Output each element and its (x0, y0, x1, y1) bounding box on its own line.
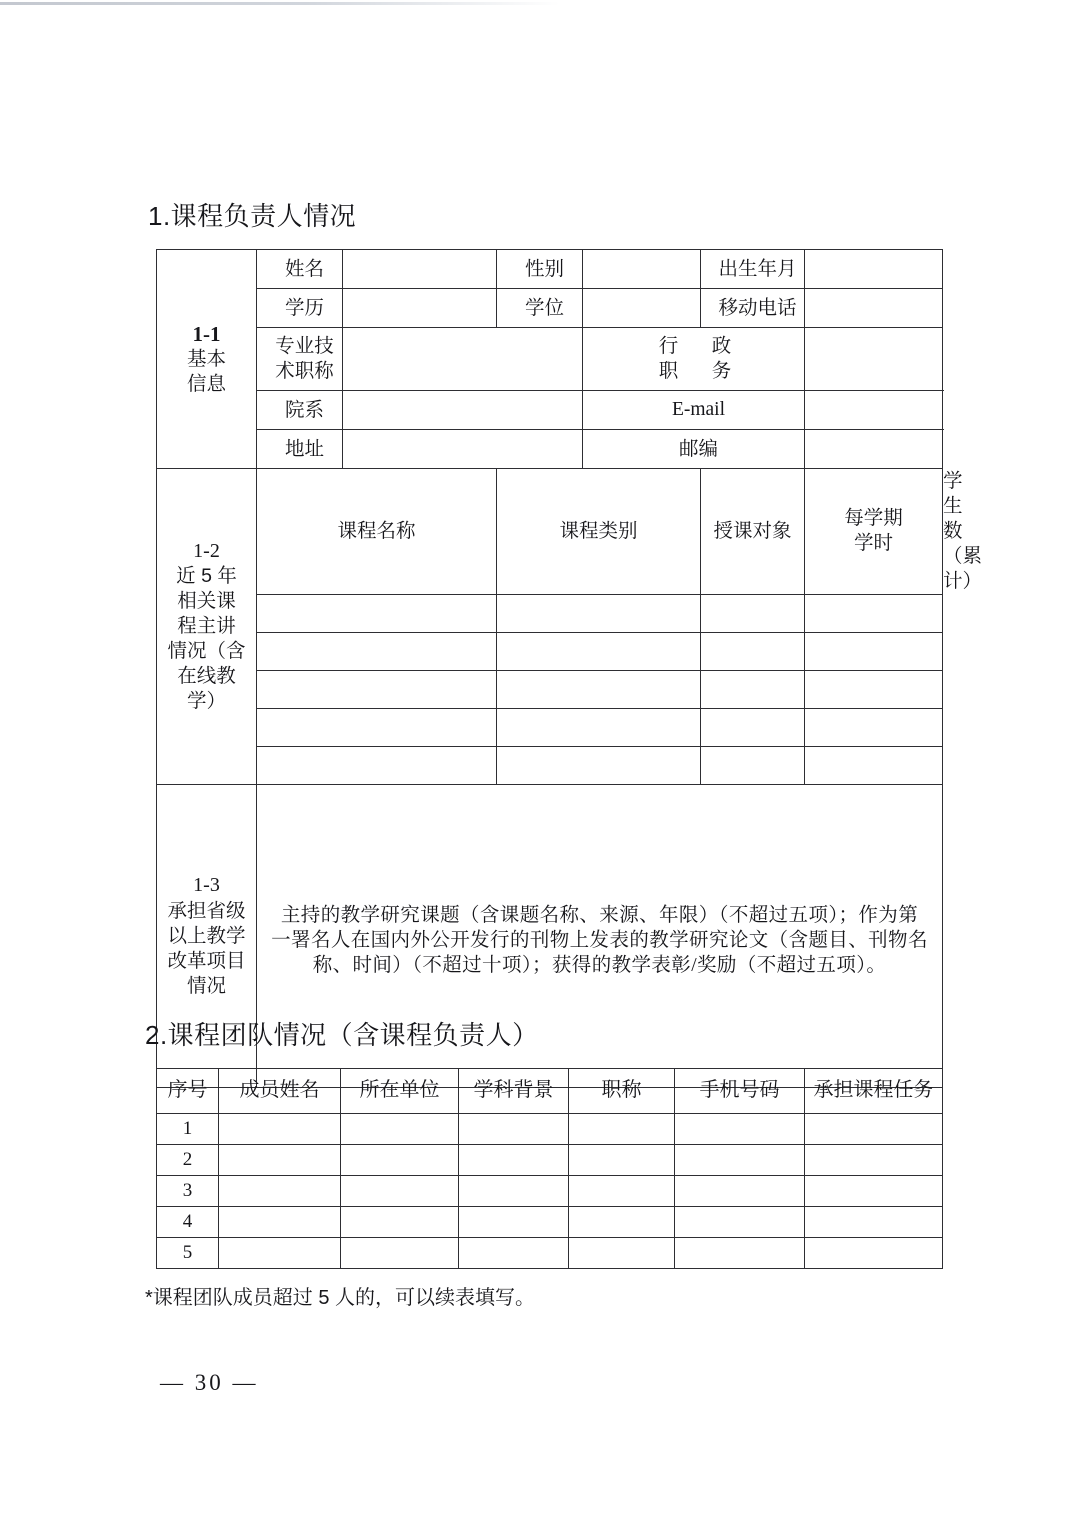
field-name[interactable] (343, 250, 497, 289)
column-header-member-name: 成员姓名 (219, 1069, 341, 1114)
cell-phone-1[interactable] (675, 1114, 805, 1145)
cell-course-type-3[interactable] (497, 670, 701, 708)
block-1-3-instruction[interactable]: 主持的教学研究课题（含课题名称、来源、年限）（不超过五项）；作为第一署名人在国内外公开发行的刊物上发表的教学研究论文（含题目、刊物名称、时间）（不超过十项）；获得的教学表彰/奖励（不超过五项）。 (257, 784, 943, 1087)
label-education: 学历 (257, 289, 343, 328)
table-row-basic-4 (157, 391, 943, 430)
column-header-background: 学科背景 (459, 1069, 569, 1114)
section-2-title: 2.课程团队情况（含课程负责人） (145, 1020, 539, 1050)
cell-background-2[interactable] (459, 1145, 569, 1176)
table-row-basic-1 (157, 250, 943, 289)
table-row-basic-3 (157, 328, 943, 391)
column-header-course-name: 课程名称 (257, 469, 497, 595)
section-1-title: 1.课程负责人情况 (148, 201, 357, 231)
table-row-course-1 (157, 594, 943, 632)
table-row-course-2 (157, 632, 943, 670)
cell-member-name-5[interactable] (219, 1238, 341, 1269)
column-header-hours-line2: 学时 (853, 532, 893, 555)
cell-unit-3[interactable] (341, 1176, 459, 1207)
table-row (157, 1145, 943, 1176)
cell-index-1: 1 (157, 1114, 219, 1145)
column-header-audience: 授课对象 (701, 469, 805, 595)
cell-index-4: 4 (157, 1207, 219, 1238)
cell-course-name-1[interactable] (257, 594, 497, 632)
cell-phone-3[interactable] (675, 1176, 805, 1207)
table-row (157, 1207, 943, 1238)
cell-audience-4[interactable] (701, 708, 805, 746)
label-birth-date: 出生年月 (701, 250, 805, 289)
block-1-3-label-line3: 改革项目 (167, 949, 246, 972)
block-1-2-label-line5: 在线教 (177, 665, 236, 688)
table-row-basic-2 (157, 289, 943, 328)
cell-phone-2[interactable] (675, 1145, 805, 1176)
column-header-phone: 手机号码 (675, 1069, 805, 1114)
cell-phone-5[interactable] (675, 1238, 805, 1269)
table-row-courses-header: 1-2 近 5 年 相关课 程主讲 情况（含 在线教 学） 课程名称 课程类别 授课对象 每学期 学时 学生数 （累计） (157, 469, 943, 595)
label-professional-title (257, 328, 343, 391)
cell-background-4[interactable] (459, 1207, 569, 1238)
cell-course-type-1[interactable] (497, 594, 701, 632)
label-mobile-phone: 移动电话 (701, 289, 805, 328)
cell-audience-5[interactable] (701, 746, 805, 784)
cell-course-name-2[interactable] (257, 632, 497, 670)
label-professional-title-line2: 术职称 (275, 360, 334, 382)
block-1-3-number: 1-3 (193, 874, 220, 897)
block-1-1-number: 1-1 (192, 321, 221, 346)
label-admin-post (583, 328, 805, 391)
table-row (157, 1114, 943, 1145)
block-1-1-label-line1: 基本 (186, 348, 226, 371)
field-address[interactable] (343, 430, 583, 469)
cell-task-5[interactable] (805, 1238, 943, 1269)
block-1-2-label-line4: 情况（含 (167, 640, 246, 663)
cell-member-name-4[interactable] (219, 1207, 341, 1238)
cell-audience-2[interactable] (701, 632, 805, 670)
cell-phone-4[interactable] (675, 1207, 805, 1238)
field-degree[interactable] (583, 289, 701, 328)
label-department: 院系 (257, 391, 343, 430)
field-education[interactable] (343, 289, 497, 328)
cell-index-2: 2 (157, 1145, 219, 1176)
block-1-2-label-line6: 学） (186, 690, 226, 713)
field-email[interactable] (805, 391, 943, 430)
field-department[interactable] (343, 391, 583, 430)
label-name: 姓名 (257, 250, 343, 289)
block-1-3-label-line1: 承担省级 (167, 899, 246, 922)
block-1-2-label-line3: 程主讲 (177, 615, 236, 638)
cell-unit-5[interactable] (341, 1238, 459, 1269)
table-row-course-3 (157, 670, 943, 708)
label-address: 地址 (257, 430, 343, 469)
label-admin-post-line1: 行 政 (658, 335, 739, 358)
cell-task-3[interactable] (805, 1176, 943, 1207)
cell-title-3[interactable] (569, 1176, 675, 1207)
cell-unit-2[interactable] (341, 1145, 459, 1176)
block-1-3-label-line4: 情况 (186, 974, 226, 997)
cell-course-type-2[interactable] (497, 632, 701, 670)
column-header-index: 序号 (157, 1069, 219, 1114)
cell-course-name-5[interactable] (257, 746, 497, 784)
cell-unit-4[interactable] (341, 1207, 459, 1238)
block-1-2-label-line2: 相关课 (177, 590, 236, 613)
cell-member-name-3[interactable] (219, 1176, 341, 1207)
label-degree: 学位 (497, 289, 583, 328)
field-birth-date[interactable] (805, 250, 943, 289)
table-row-course-5 (157, 746, 943, 784)
cell-unit-1[interactable] (341, 1114, 459, 1145)
cell-hours-5[interactable] (805, 746, 943, 784)
column-header-title: 职称 (569, 1069, 675, 1114)
label-gender: 性别 (497, 250, 583, 289)
column-header-hours (805, 469, 943, 595)
table-row-course-4 (157, 708, 943, 746)
table-row (157, 1238, 943, 1269)
cell-title-5[interactable] (569, 1238, 675, 1269)
label-postcode: 邮编 (583, 430, 805, 469)
cell-task-4[interactable] (805, 1207, 943, 1238)
cell-background-1[interactable] (459, 1114, 569, 1145)
cell-course-name-4[interactable] (257, 708, 497, 746)
cell-course-type-4[interactable] (497, 708, 701, 746)
cell-task-1[interactable] (805, 1114, 943, 1145)
table-row-team-header (157, 1069, 943, 1114)
field-mobile-phone[interactable] (805, 289, 943, 328)
page-number: — 30 — (160, 1370, 259, 1395)
cell-member-name-1[interactable] (219, 1114, 341, 1145)
cell-index-3: 3 (157, 1176, 219, 1207)
field-gender[interactable] (583, 250, 701, 289)
cell-background-5[interactable] (459, 1238, 569, 1269)
team-table-footnote: *课程团队成员超过 5 人的，可以续表填写。 (145, 1287, 536, 1309)
block-1-3-label-line2: 以上教学 (167, 924, 246, 947)
table-row (157, 1176, 943, 1207)
cell-index-5: 5 (157, 1238, 219, 1269)
cell-task-2[interactable] (805, 1145, 943, 1176)
column-header-course-type: 课程类别 (497, 469, 701, 595)
block-1-2-label-line1: 近 5 年 (176, 565, 237, 588)
cell-background-3[interactable] (459, 1176, 569, 1207)
cell-hours-1[interactable] (805, 594, 943, 632)
cell-title-2[interactable] (569, 1145, 675, 1176)
cell-hours-4[interactable] (805, 708, 943, 746)
field-professional-title[interactable] (343, 328, 583, 391)
block-1-1-label (157, 250, 257, 469)
label-professional-title-line1: 专业技 (275, 335, 334, 358)
cell-course-type-5[interactable] (497, 746, 701, 784)
cell-hours-3[interactable] (805, 670, 943, 708)
column-header-hours-line1: 每学期 (844, 507, 903, 530)
table-row-basic-5 (157, 430, 943, 469)
cell-title-4[interactable] (569, 1207, 675, 1238)
block-1-2-number: 1-2 (193, 539, 220, 562)
cell-course-name-3[interactable] (257, 670, 497, 708)
column-header-task: 承担课程任务 (805, 1069, 943, 1114)
cell-title-1[interactable] (569, 1114, 675, 1145)
label-admin-post-line2: 职 务 (658, 360, 739, 382)
cell-member-name-2[interactable] (219, 1145, 341, 1176)
column-header-unit: 所在单位 (341, 1069, 459, 1114)
cell-audience-1[interactable] (701, 594, 805, 632)
course-leader-table (156, 249, 983, 1088)
course-team-table (156, 1068, 943, 1269)
block-1-2-label (157, 469, 257, 785)
field-postcode[interactable] (805, 430, 943, 469)
field-admin-post[interactable] (805, 328, 943, 391)
block-1-1-label-line2: 信息 (186, 373, 226, 396)
cell-hours-2[interactable] (805, 632, 943, 670)
cell-audience-3[interactable] (701, 670, 805, 708)
label-email: E-mail (583, 391, 805, 430)
